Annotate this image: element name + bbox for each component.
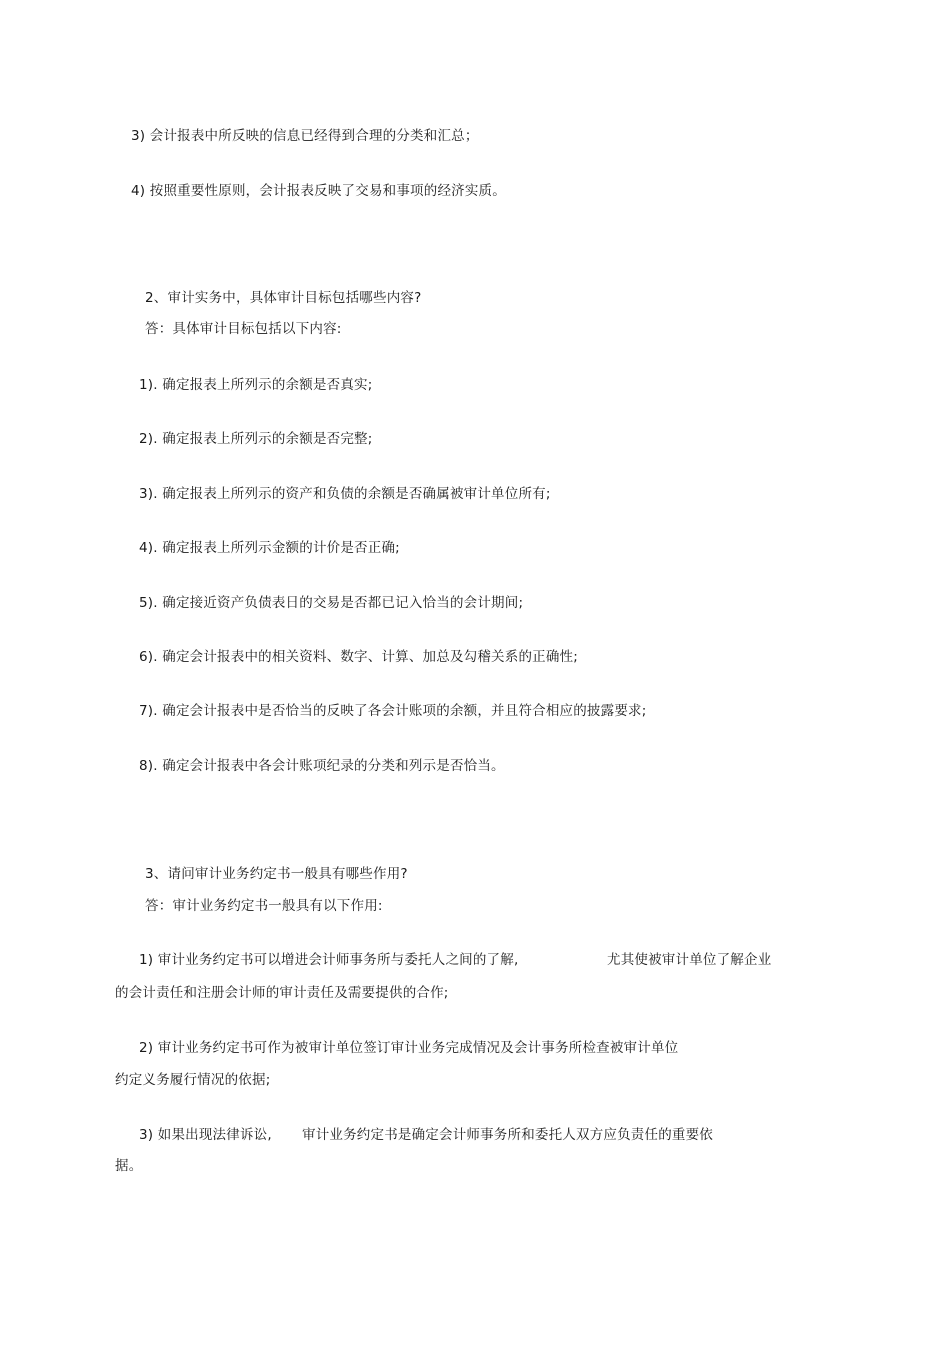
section3-item-1-part-a: 1) 审计业务约定书可以增进会计师事务所与委托人之间的了解, [139,952,519,968]
section3-item-3-part-a: 3) 如果出现法律诉讼, [139,1127,272,1143]
section2-list-item: 4). 确定报表上所列示金额的计价是否正确; [139,540,400,556]
section1-item-4: 4) 按照重要性原则，会计报表反映了交易和事项的经济实质。 [131,183,506,199]
section2-list-item: 8). 确定会计报表中各会计账项纪录的分类和列示是否恰当。 [139,758,505,774]
section2-list-item: 6). 确定会计报表中的相关资料、数字、计算、加总及勾稽关系的正确性; [139,649,578,665]
section2-answer-intro: 答：具体审计目标包括以下内容: [145,321,342,337]
section1-item-3: 3) 会计报表中所反映的信息已经得到合理的分类和汇总； [131,128,479,144]
section3-item-3-part-b: 审计业务约定书是确定会计师事务所和委托人双方应负责任的重要依 [302,1127,713,1143]
section3-item-1-part-b: 尤其使被审计单位了解企业 [607,952,772,968]
section3-item-3-part-c: 据。 [115,1158,143,1174]
section2-list-item: 3). 确定报表上所列示的资产和负债的余额是否确属被审计单位所有; [139,486,551,502]
section3-answer-intro: 答：审计业务约定书一般具有以下作用: [145,898,383,914]
section2-list-item: 2). 确定报表上所列示的余额是否完整; [139,431,373,447]
section2-list-item: 1). 确定报表上所列示的余额是否真实; [139,377,373,393]
section2-list-item: 5). 确定接近资产负债表日的交易是否都已记入恰当的会计期间; [139,595,524,611]
section2-list-item: 7). 确定会计报表中是否恰当的反映了各会计账项的余额，并且符合相应的披露要求; [139,703,647,719]
section3-item-1-part-c: 的会计责任和注册会计师的审计责任及需要提供的合作; [115,985,449,1001]
section3-question: 3、请问审计业务约定书一般具有哪些作用? [145,866,408,882]
section2-question: 2、审计实务中，具体审计目标包括哪些内容? [145,290,422,306]
section3-item-2-part-b: 约定义务履行情况的依据; [115,1072,271,1088]
section3-item-2-part-a: 2) 审计业务约定书可作为被审计单位签订审计业务完成情况及会计事务所检查被审计单位 [139,1040,679,1056]
